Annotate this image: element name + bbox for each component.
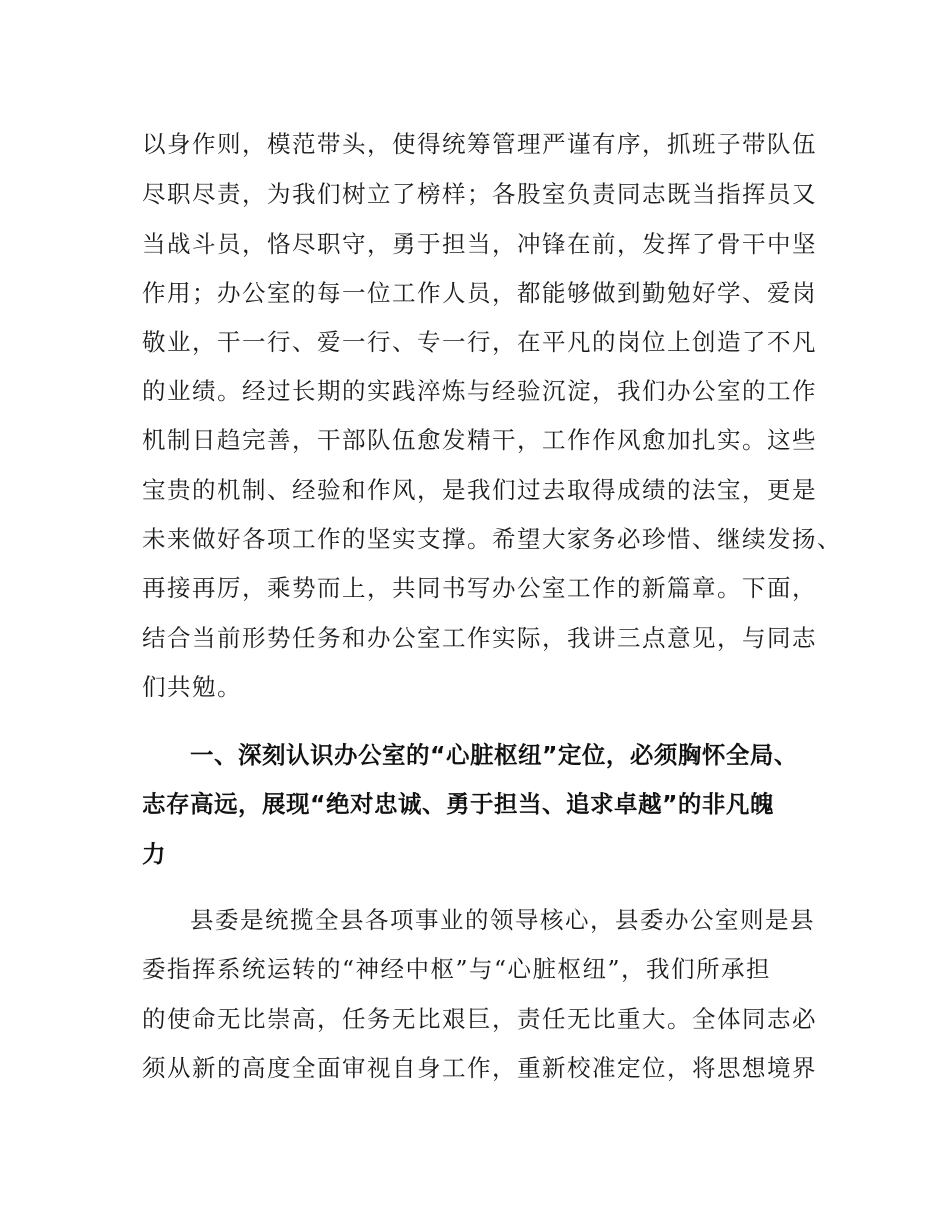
paragraph-1-line: 结合当前形势任务和办公室工作实际，我讲三点意见，与同志 <box>142 624 817 652</box>
paragraph-1-line: 的业绩。经过长期的实践淬炼与经验沉淀，我们办公室的工作 <box>142 377 817 405</box>
paragraph-1-line: 敬业，干一行、爱一行、专一行，在平凡的岗位上创造了不凡 <box>142 328 817 356</box>
paragraph-1-line: 尽职尽责，为我们树立了榜样；各股室负责同志既当指挥员又 <box>142 180 817 208</box>
paragraph-1-line: 再接再厉，乘势而上，共同书写办公室工作的新篇章。下面， <box>142 574 817 602</box>
paragraph-1-line: 作用；办公室的每一位工作人员，都能够做到勤勉好学、爱岗 <box>142 279 817 307</box>
paragraph-1-line: 们共勉。 <box>142 673 242 701</box>
paragraph-2-line: 的使命无比崇高，任务无比艰巨，责任无比重大。全体同志必 <box>142 1005 817 1033</box>
paragraph-2-line: 县委是统揽全县各项事业的领导核心，县委办公室则是县 <box>190 906 815 934</box>
paragraph-2-line: 委指挥系统运转的“神经中枢”与“心脏枢纽”，我们所承担 <box>142 955 772 983</box>
paragraph-1-line: 未来做好各项工作的坚实支撑。希望大家务必珍惜、继续发扬、 <box>142 525 842 553</box>
paragraph-1-line: 机制日趋完善，干部队伍愈发精干，工作作风愈加扎实。这些 <box>142 426 817 454</box>
section-heading-line: 力 <box>142 840 166 868</box>
paragraph-1-line: 当战斗员，恪尽职守，勇于担当，冲锋在前，发挥了骨干中坚 <box>142 230 817 258</box>
paragraph-1-line: 以身作则，模范带头，使得统筹管理严谨有序，抓班子带队伍 <box>142 130 817 158</box>
section-heading-line: 志存高远，展现“绝对忠诚、勇于担当、追求卓越”的非凡魄 <box>142 790 774 818</box>
paragraph-1-line: 宝贵的机制、经验和作风，是我们过去取得成绩的法宝，更是 <box>142 476 817 504</box>
section-heading-line: 一、深刻认识办公室的“心脏枢纽”定位，必须胸怀全局、 <box>190 741 798 769</box>
paragraph-2-line: 须从新的高度全面审视自身工作，重新校准定位，将思想境界 <box>142 1054 817 1082</box>
